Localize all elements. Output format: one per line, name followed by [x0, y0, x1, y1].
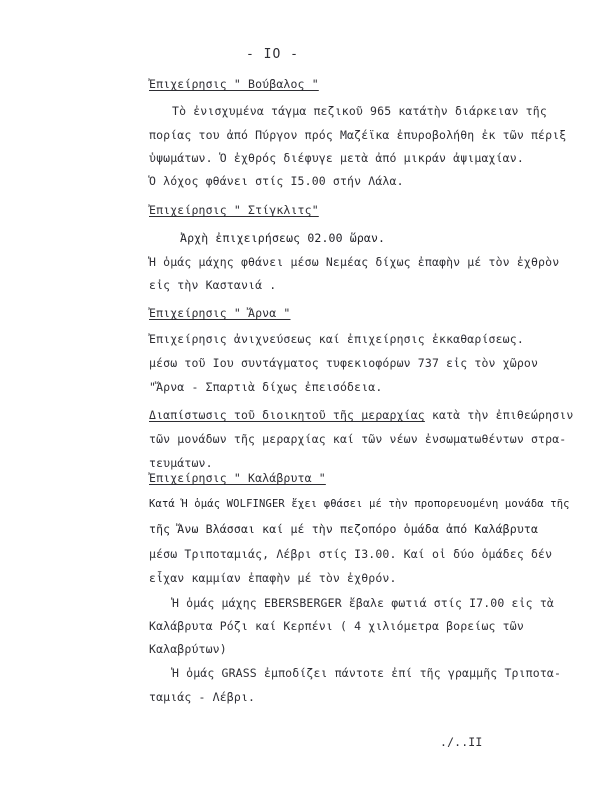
page-number: - IO -	[246, 47, 299, 62]
paragraph-line: Ἐπιχείρησις ἀνιχνεύσεως καί ἐπιχείρησις ἐκκαθαρίσεως.	[149, 332, 524, 346]
paragraph-line: Καλαβρύτων)	[149, 642, 227, 656]
paragraph-line: τῆς Ἄνω Βλάσσαι καί μέ τὴν πεζοπόρο ὁμάδα ἀπό Καλάβρυτα	[149, 522, 539, 536]
paragraph-line: εἶχαν καμμίαν ἐπαφὴν μέ τὸν ἐχθρόν.	[149, 571, 397, 585]
section-heading-divisional-commander	[149, 408, 573, 422]
paragraph-line: Τὸ ἐνισχυμένα τάγμα πεζικοῦ 965 κατάτὴν διάρκειαν τῆς	[172, 104, 547, 118]
paragraph-line: Καλάβρυτα Ρόζι καί Κερπένι ( 4 χιλιόμετρα βορείως τῶν	[149, 619, 524, 633]
paragraph-line: Ἡ ὁμάς μάχης EBERSBERGER ἔβαλε φωτιά στίς Ι7.00 εἰς τὰ	[172, 596, 554, 610]
paragraph-line: ταμιάς - Λέβρι.	[149, 690, 256, 704]
paragraph-line: Ὁ λόχος φθάνει στίς Ι5.00 στήν Λάλα.	[149, 174, 404, 188]
paragraph-line: Ἀρχὴ ἐπιχειρήσεως 02.00 ὥραν.	[180, 231, 386, 245]
paragraph-line: Ἡ ὁμάς GRASS ἐμποδίζει πάντοτε ἐπί τῆς γραμμῆς Τριποτα-	[172, 666, 562, 680]
paragraph-line: "Ἄρνα - Σπαρτιὰ δίχως ἐπεισόδεια.	[149, 380, 383, 394]
paragraph-line: μέσω τοῦ Ιου συντάγματος τυφεκιοφόρων 737 εἰς τὸν χῶρον	[149, 356, 539, 370]
paragraph-line: τευμάτων.	[149, 456, 213, 470]
paragraph-line: Ἡ ὁμάς μάχης φθάνει μέσω Νεμέας δίχως ἐπαφὴν μέ τὸν ἐχθρὸν	[149, 255, 560, 269]
paragraph-line: μέσω Τριποταμιάς, Λέβρι στίς Ι3.00. Καί οἱ δύο ὁμάδες δέν	[149, 547, 553, 561]
continuation-marker: ./..II	[440, 735, 483, 749]
paragraph-line: ὑψωμάτων. Ὁ ἐχθρός διέφυγε μετὰ ἀπό μικράν ἀψιμαχίαν.	[149, 151, 524, 165]
section-heading-voubalos: Ἐπιχείρησις " Βούβαλος "	[149, 77, 319, 91]
section-heading-kalavryta: Ἐπιχείρησις " Καλάβρυτα "	[149, 471, 326, 485]
heading-underlined-part: Διαπίστωσις τοῦ διοικητοῦ τῆς μεραρχίας	[149, 408, 425, 422]
paragraph-line: πορίας του ἀπό Πύργον πρός Μαζέϊκα ἐπυροβολήθη ἐκ τῶν πέριξ	[149, 128, 567, 142]
section-heading-arna: Ἐπιχείρησις " Ἄρνα "	[149, 306, 291, 320]
paragraph-line: εἰς τὴν Καστανιά .	[149, 278, 277, 292]
heading-tail: κατὰ τὴν ἐπιθεώρησιν	[431, 408, 574, 422]
paragraph-line: τῶν μονάδων τῆς μεραρχίας καί τῶν νέων ἐνσωματωθέντων στρα-	[149, 432, 567, 446]
paragraph-line: Κατά Ἡ ὁμάς WOLFINGER ἔχει φθάσει μέ τὴν προπορευομένη μονάδα τῆς	[149, 498, 570, 510]
section-heading-stiglitz: Ἐπιχείρησις " Στίγκλιτς"	[149, 203, 319, 217]
